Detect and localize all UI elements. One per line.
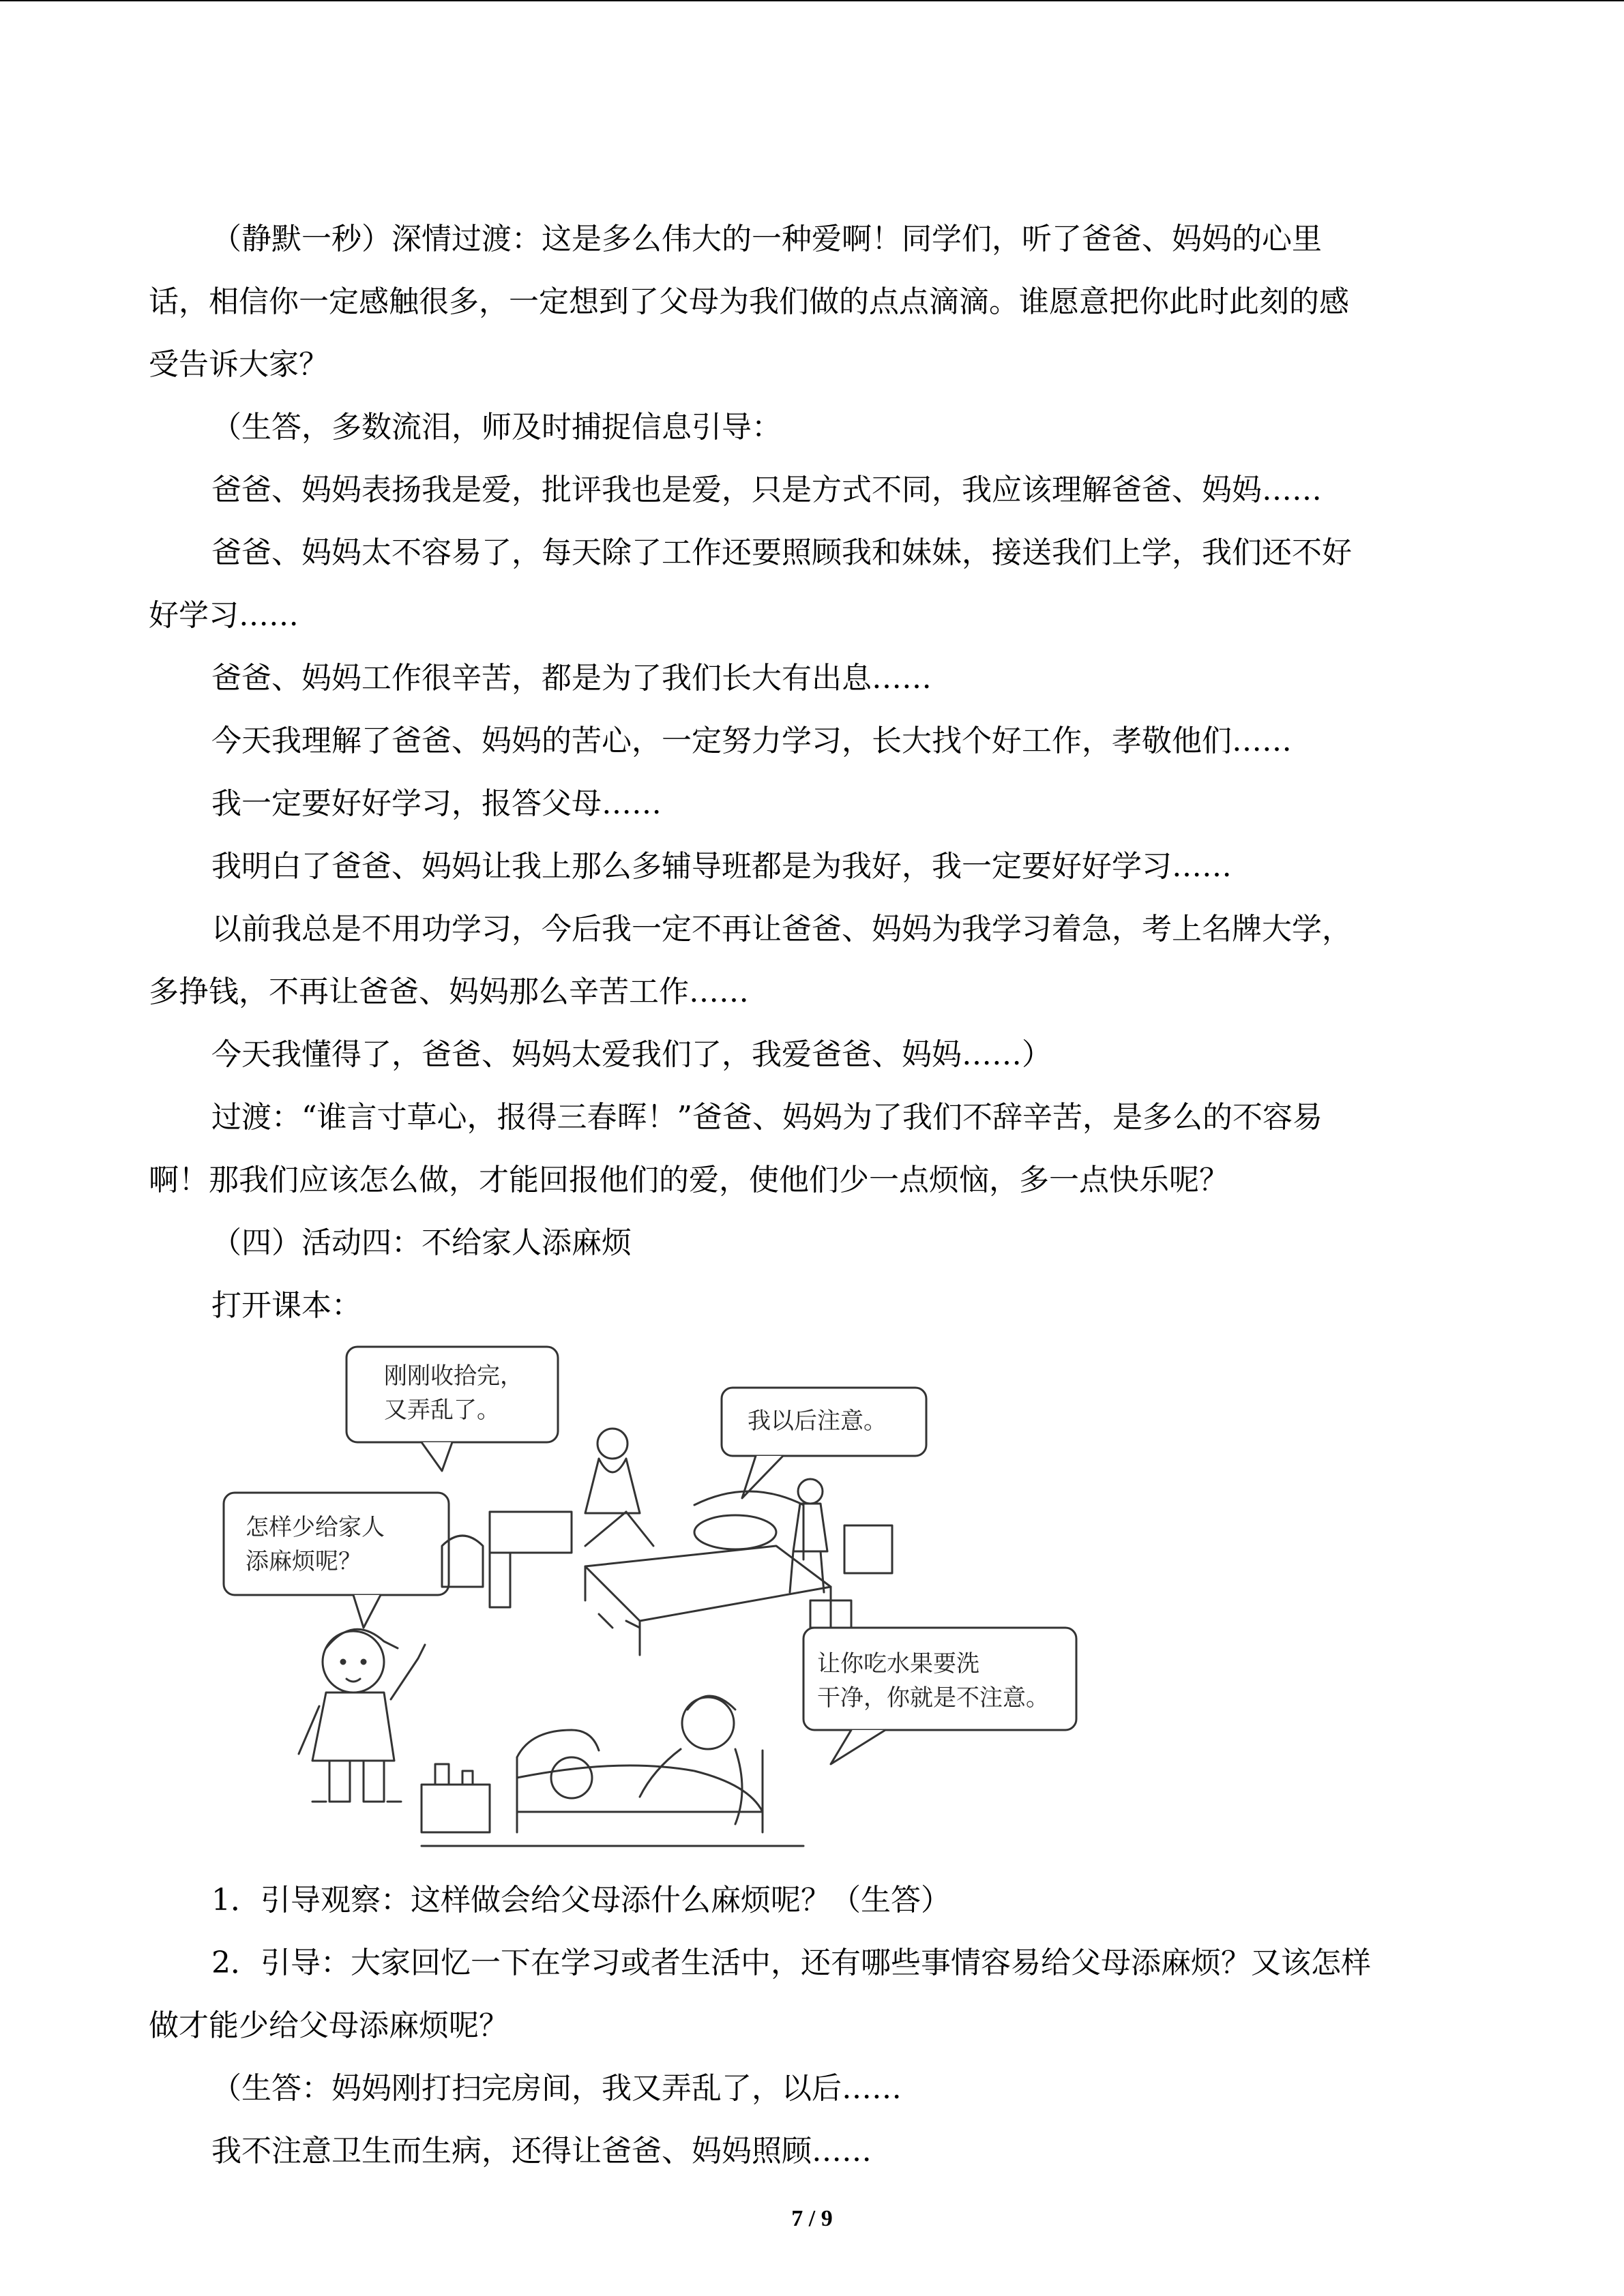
paragraph-line: 打开课本： [211,1288,361,1323]
paragraph-line: 以前我总是不用功学习，今后我一定不再让爸爸、妈妈为我学习着急，考上名牌大学， [211,912,1352,946]
page-number: 7 / 9 [791,2206,833,2231]
paragraph-line: （四）活动四：不给家人添麻烦 [211,1225,632,1260]
paragraph-line: 爸爸、妈妈太不容易了，每天除了工作还要照顾我和妹妹，接送我们上学，我们还不好 [211,535,1352,570]
paragraphs-before-illustration [149,208,1475,1337]
paragraph-line: 1．引导观察：这样做会给父母添什么麻烦呢？（生答） [211,1883,951,1918]
sick-child-scene-drawing [422,1696,803,1846]
paragraph-line: （静默一秒）深情过渡：这是多么伟大的一种爱啊！同学们，听了爸爸、妈妈的心里 [211,222,1322,256]
document-body [149,208,1475,2183]
bubble-mother-text: 刚刚收拾完， 又弄乱了。 [384,1362,523,1424]
top-border-line [0,0,1624,1]
paragraph-line: 多挣钱，不再让爸爸、妈妈那么辛苦工作…… [149,974,749,1009]
paragraph-line: 啊！那我们应该怎么做，才能回报他们的爱，使他们少一点烦恼，多一点快乐呢？ [149,1163,1229,1197]
paragraph-line: 做才能少给父母添麻烦呢？ [149,2008,509,2043]
paragraphs-after-illustration [149,1869,1475,2183]
textbook-illustration [217,1341,1185,1860]
boy-figure-drawing [299,1629,425,1802]
paragraph-line: 我不注意卫生而生病，还得让爸爸、妈妈照顾…… [211,2134,872,2168]
bedroom-scene-drawing [442,1429,892,1655]
paragraph-line: 今天我理解了爸爸、妈妈的苦心，一定努力学习，长大找个好工作，孝敬他们…… [211,724,1292,758]
paragraph-line: 我明白了爸爸、妈妈让我上那么多辅导班都是为我好，我一定要好好学习…… [211,849,1232,884]
paragraph-line: （生答：妈妈刚打扫完房间，我又弄乱了，以后…… [211,2071,902,2106]
paragraph-line: 过渡：“谁言寸草心，报得三春晖！”爸爸、妈妈为了我们不辞辛苦，是多么的不容易 [211,1100,1323,1135]
paragraph-line: 爸爸、妈妈工作很辛苦，都是为了我们长大有出息…… [211,661,932,696]
paragraph-line: 我一定要好好学习，报答父母…… [211,786,662,821]
paragraph-line: 爸爸、妈妈表扬我是爱，批评我也是爱，只是方式不同，我应该理解爸爸、妈妈…… [211,473,1322,507]
paragraph-line: 2．引导：大家回忆一下在学习或者生活中，还有哪些事情容易给父母添麻烦？又该怎样 [211,1945,1371,1980]
paragraph-line: 受告诉大家？ [149,347,329,382]
paragraph-line: （生答，多数流泪，师及时捕捉信息引导： [211,410,782,445]
paragraph-line: 今天我懂得了，爸爸、妈妈太爱我们了，我爱爸爸、妈妈……） [211,1037,1052,1072]
bubble-father-text: 让你吃水果要洗 干净，你就是不注意。 [817,1650,1049,1712]
paragraph-line: 话，相信你一定感触很多，一定想到了父母为我们做的点点滴滴。谁愿意把你此时此刻的感 [149,284,1349,319]
bubble-girl-text: 我以后注意。 [748,1407,887,1435]
paragraph-line: 好学习…… [149,598,299,633]
bubble-boy-text: 怎样少给家人 添麻烦呢？ [246,1514,385,1575]
